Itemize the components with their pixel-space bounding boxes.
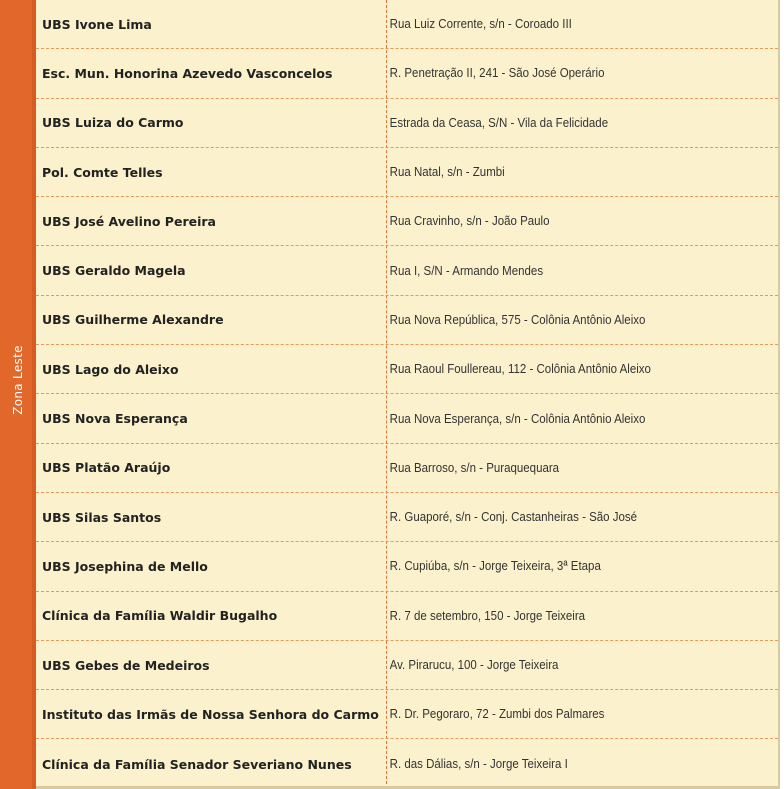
table-row bbox=[36, 394, 778, 443]
unit-address-cell: Rua Nova República, 575 - Colônia Antônio Aleixo bbox=[389, 312, 646, 327]
unit-address-cell: Rua I, S/N - Armando Mendes bbox=[389, 263, 544, 278]
unit-name-cell: UBS Nova Esperança bbox=[42, 411, 188, 427]
unit-address-cell: R. 7 de setembro, 150 - Jorge Teixeira bbox=[389, 608, 586, 623]
unit-name-cell: UBS Josephina de Mello bbox=[42, 558, 208, 574]
table-row bbox=[36, 99, 778, 148]
unit-name-cell: UBS Ivone Lima bbox=[42, 16, 152, 32]
unit-name-cell: UBS José Avelino Pereira bbox=[42, 213, 216, 229]
unit-address-cell: Rua Cravinho, s/n - João Paulo bbox=[389, 214, 550, 229]
unit-address-cell: Rua Natal, s/n - Zumbi bbox=[389, 165, 505, 180]
table-row bbox=[36, 197, 778, 246]
unit-name-cell: UBS Platão Araújo bbox=[42, 460, 171, 476]
unit-name-cell: Clínica da Família Senador Severiano Nunes bbox=[42, 756, 352, 772]
unit-address-cell: Rua Luiz Corrente, s/n - Coroado III bbox=[389, 17, 572, 32]
unit-name-cell: Pol. Comte Telles bbox=[42, 164, 163, 180]
unit-address-cell: R. Penetração II, 241 - São José Operário bbox=[389, 66, 605, 81]
unit-address-cell: R. das Dálias, s/n - Jorge Teixeira I bbox=[389, 757, 568, 772]
unit-address-cell: Rua Raoul Foullereau, 112 - Colônia Antônio Aleixo bbox=[389, 362, 651, 377]
unit-name-cell: UBS Luiza do Carmo bbox=[42, 115, 184, 131]
table-row bbox=[36, 542, 778, 591]
table-row bbox=[36, 739, 778, 788]
zone-band bbox=[0, 0, 36, 789]
unit-name-cell: UBS Lago do Aleixo bbox=[42, 361, 179, 377]
table-row bbox=[36, 592, 778, 641]
table-row bbox=[36, 0, 778, 49]
table-row bbox=[36, 246, 778, 295]
table-row bbox=[36, 148, 778, 197]
unit-name-cell: Clínica da Família Waldir Bugalho bbox=[42, 608, 278, 624]
table-row bbox=[36, 345, 778, 394]
unit-address-cell: Rua Barroso, s/n - Puraquequara bbox=[389, 460, 560, 475]
unit-name-cell: UBS Geraldo Magela bbox=[42, 263, 186, 279]
unit-name-cell: Esc. Mun. Honorina Azevedo Vasconcelos bbox=[42, 65, 333, 81]
unit-name-cell: UBS Silas Santos bbox=[42, 509, 162, 525]
unit-address-cell: R. Cupiúba, s/n - Jorge Teixeira, 3ª Etapa bbox=[389, 559, 601, 574]
table-row bbox=[36, 296, 778, 345]
table-row bbox=[36, 49, 778, 98]
table-row bbox=[36, 690, 778, 739]
unit-address-cell: Rua Nova Esperança, s/n - Colônia Antônio Aleixo bbox=[389, 411, 646, 426]
unit-address-cell: R. Guaporé, s/n - Conj. Castanheiras - São José bbox=[389, 510, 638, 525]
unit-name-cell: UBS Guilherme Alexandre bbox=[42, 312, 224, 328]
unit-name-cell: UBS Gebes de Medeiros bbox=[42, 657, 210, 673]
unit-address-cell: Estrada da Ceasa, S/N - Vila da Felicidade bbox=[389, 115, 609, 130]
unit-name-cell: Instituto das Irmãs de Nossa Senhora do Carmo bbox=[42, 706, 379, 722]
health-units-table bbox=[36, 0, 780, 789]
table-row bbox=[36, 493, 778, 542]
table-row bbox=[36, 641, 778, 690]
table-row bbox=[36, 444, 778, 493]
zone-label: Zona Leste bbox=[11, 345, 25, 415]
unit-address-cell: R. Dr. Pegoraro, 72 - Zumbi dos Palmares bbox=[389, 707, 605, 722]
unit-address-cell: Av. Pirarucu, 100 - Jorge Teixeira bbox=[389, 658, 559, 672]
